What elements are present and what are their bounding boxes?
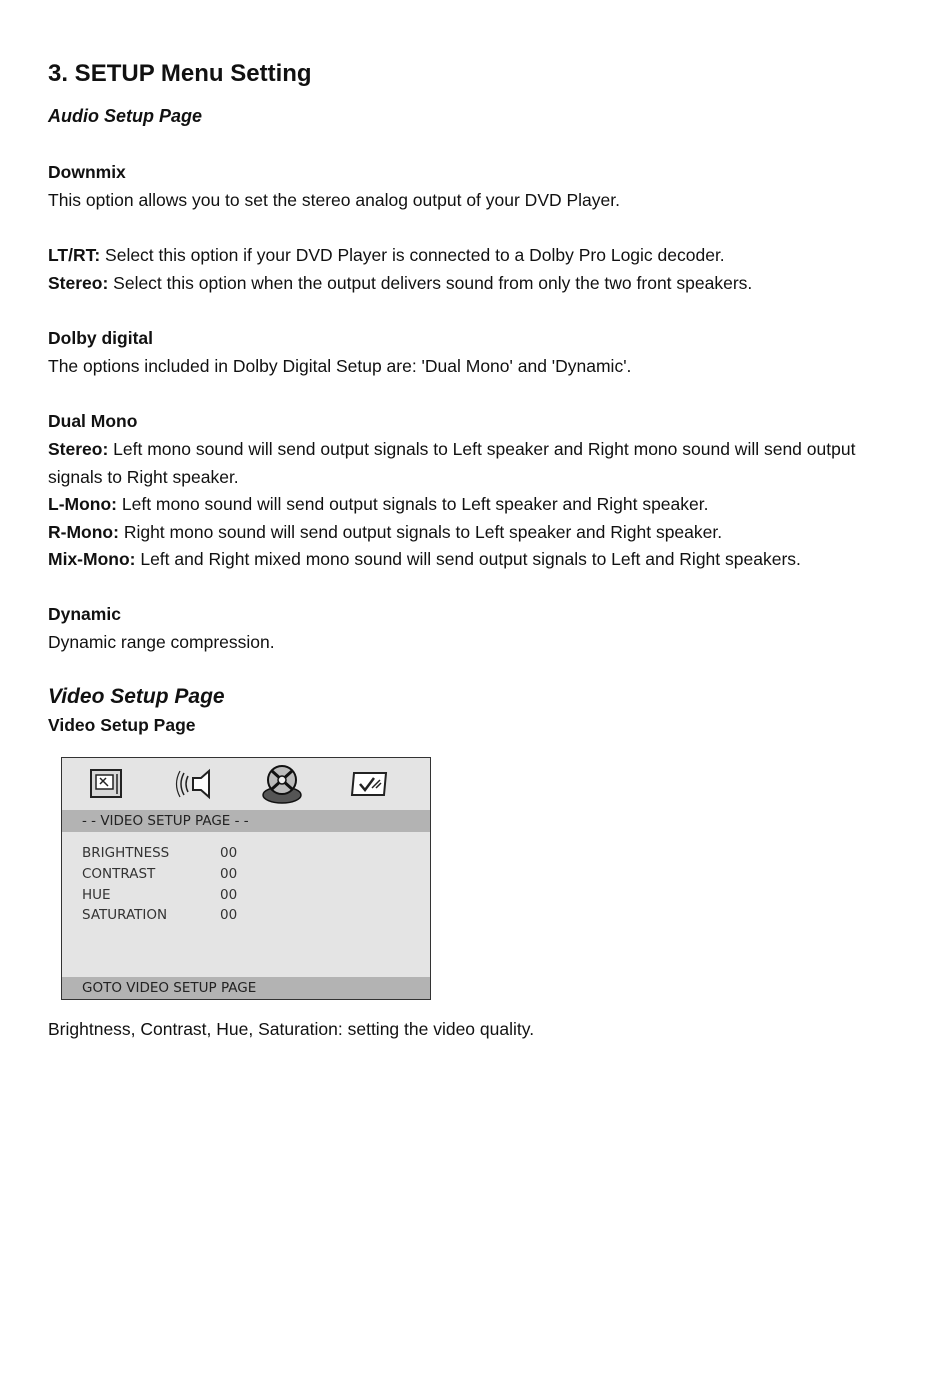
menu-item-hue[interactable]: HUE <box>82 887 111 903</box>
hue-value: 00 <box>220 887 238 903</box>
mixmono-text: Left and Right mixed mono sound will send output signals to Left and Right speakers. <box>135 549 801 569</box>
downmix-stereo-label: Stereo: <box>48 273 109 293</box>
video-setup-icon[interactable] <box>260 763 300 805</box>
video-caption: Brightness, Contrast, Hue, Saturation: setting the video quality. <box>48 1019 535 1039</box>
dual-mono-stereo-label: Stereo: <box>48 439 109 459</box>
page-heading: 3. SETUP Menu Setting <box>48 60 312 87</box>
general-setup-icon[interactable] <box>88 766 128 802</box>
downmix-title: Downmix <box>48 162 126 182</box>
saturation-value: 00 <box>220 907 238 923</box>
rmono-label: R-Mono: <box>48 522 119 542</box>
video-setup-menu <box>61 757 431 1000</box>
video-setup-subheading: Video Setup Page <box>48 715 196 735</box>
brightness-value: 00 <box>220 845 238 861</box>
mixmono-label: Mix-Mono: <box>48 549 136 569</box>
dual-mono-stereo-line <box>48 435 855 463</box>
video-setup-heading: Video Setup Page <box>48 685 225 708</box>
lmono-line <box>48 490 708 518</box>
dolby-title: Dolby digital <box>48 328 153 348</box>
menu-item-contrast[interactable]: CONTRAST <box>82 866 156 882</box>
audio-setup-icon[interactable] <box>175 766 215 802</box>
ltrt-label: LT/RT: <box>48 245 101 265</box>
dual-mono-title: Dual Mono <box>48 411 138 431</box>
dolby-desc: The options included in Dolby Digital Setup are: 'Dual Mono' and 'Dynamic'. <box>48 356 632 376</box>
rmono-text: Right mono sound will send output signals to Left speaker and Right speaker. <box>118 522 723 542</box>
downmix-stereo-text: Select this option when the output delivers sound from only the two front speakers. <box>108 273 753 293</box>
lmono-text: Left mono sound will send output signals to Left speaker and Right speaker. <box>117 494 709 514</box>
ltrt-text: Select this option if your DVD Player is connected to a Dolby Pro Logic decoder. <box>100 245 725 265</box>
preference-icon[interactable] <box>350 766 390 802</box>
ltrt-line <box>48 241 725 269</box>
lmono-label: L-Mono: <box>48 494 117 514</box>
dynamic-desc: Dynamic range compression. <box>48 632 275 652</box>
dynamic-title: Dynamic <box>48 604 121 624</box>
contrast-value: 00 <box>220 866 238 882</box>
menu-header-bar <box>62 810 430 832</box>
menu-header-text: - - VIDEO SETUP PAGE - - <box>82 813 249 829</box>
downmix-desc: This option allows you to set the stereo analog output of your DVD Player. <box>48 190 620 210</box>
downmix-stereo-line <box>48 269 752 297</box>
menu-item-saturation[interactable]: SATURATION <box>82 907 168 923</box>
menu-footer-text: GOTO VIDEO SETUP PAGE <box>82 980 257 996</box>
menu-icon-row <box>62 758 430 810</box>
menu-footer-bar <box>62 977 430 999</box>
dual-mono-stereo-text: Left mono sound will send output signals to Left speaker and Right mono sound will send output <box>108 439 856 459</box>
rmono-line <box>48 518 722 546</box>
audio-setup-subheading: Audio Setup Page <box>48 106 203 126</box>
menu-item-brightness[interactable]: BRIGHTNESS <box>82 845 170 861</box>
dual-mono-stereo-line-2: signals to Right speaker. <box>48 467 239 487</box>
mixmono-line <box>48 545 801 573</box>
